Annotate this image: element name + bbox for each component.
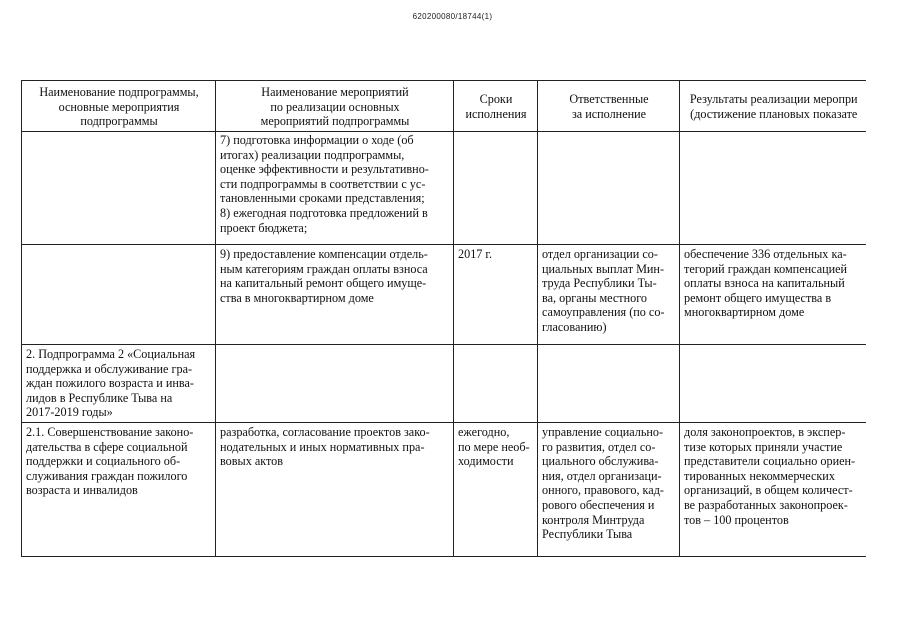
cell-line: самоуправления (по со- [542,305,665,320]
cell-terms [454,132,538,245]
cell-line: ждан пожилого возраста и инва- [26,376,194,391]
cell-line: возраста и инвалидов [26,483,138,498]
header-line: Результаты реализации меропри [689,92,858,107]
cell-line: го развития, отдел со- [542,439,656,454]
header-responsible [538,81,680,132]
cell-line: обеспечение 336 отдельных ка- [684,247,847,261]
cell-terms [454,345,538,423]
cell-results [680,345,867,423]
cell-measures [216,423,454,557]
cell-line: 7) подготовка информации о ходе (об [220,133,414,147]
cell-line: труда Республики Ты- [542,276,657,291]
cell-line: организаций, в общем количест- [684,483,853,498]
cell-line: проект бюджета; [220,220,308,235]
cell-responsible [538,423,680,557]
cell-line: 2017-2019 годы» [26,405,113,420]
cell-line: тизе которых приняли участие [684,439,843,454]
cell-line: лидов в Республике Тыва на [26,390,173,405]
header-row [22,81,867,132]
header-line: (достижение плановых показате [690,107,858,121]
header-measures [216,81,454,132]
cell-line: оплаты взноса на капитальный [684,276,845,291]
table-row [22,345,867,423]
cell-line: по мере необ- [458,439,530,454]
cell-line: 2.1. Совершенствование законо- [26,425,194,439]
cell-line: 2017 г. [458,247,493,261]
cell-results [680,132,867,245]
cell-line: ства в многоквартирном доме [220,290,374,305]
cell-line: ходимости [458,454,514,469]
cell-line: поддержки и социального об- [26,454,181,469]
cell-line: разработка, согласование проектов зако- [220,425,430,439]
cell-line: тегорий граждан компенсацией [684,261,848,276]
cell-line: контроля Минтруда [542,512,645,527]
cell-line: 2. Подпрограмма 2 «Социальная [26,347,196,361]
cell-line: ным категориям граждан оплаты взноса [220,261,428,276]
header-line: за исполнение [571,107,647,121]
cell-line: ния, отдел организаци- [542,468,662,483]
cell-line: служивания граждан пожилого [26,468,188,483]
header-line: подпрограммы [80,114,158,129]
cell-program [22,245,216,345]
cell-line: онного, правового, кад- [542,483,664,498]
cell-measures [216,132,454,245]
table-row [22,132,867,245]
document-number: 620200080/18744(1) [412,12,493,21]
cell-line: ве разработанных законопроек- [684,497,848,512]
cell-line: тов – 100 процентов [684,512,789,527]
cell-line: нодательных и иных нормативных пра- [220,439,425,454]
cell-line: отдел организации со- [542,247,658,261]
cell-line: гласованию) [542,319,607,334]
header-line: Наименование подпрограммы, [39,85,199,100]
header-terms [454,81,538,132]
header-line: основные мероприятия [58,99,180,114]
cell-line: ремонт общего имущества в [684,290,832,305]
cell-measures [216,245,454,345]
cell-responsible [538,245,680,345]
cell-terms [454,245,538,345]
cell-line: 8) ежегодная подготовка предложений в [220,205,428,220]
cell-line: вовых актов [220,454,284,469]
table-row [22,245,867,345]
cell-program [22,345,216,423]
header-line: Ответственные [569,92,649,107]
cell-line: 9) предоставление компенсации отдель- [220,247,428,261]
cell-line: итогах) реализации подпрограммы, [220,147,405,162]
cell-results [680,245,867,345]
cell-responsible [538,132,680,245]
header-line: Наименование мероприятий [261,85,409,100]
header-line: исполнения [465,107,527,121]
cell-line: на капитальный ремонт общего имуще- [220,276,427,291]
cell-line: Республики Тыва [542,527,633,542]
header-line: Сроки [479,92,513,107]
header-line: мероприятий подпрограммы [260,114,410,129]
cell-line: оценке эффективности и результативно- [220,162,429,177]
header-program [22,81,216,132]
cell-line: рового обеспечения и [542,497,655,512]
cell-line: циального обслужива- [542,454,659,469]
cell-line: ва, органы местного [542,290,648,305]
program-table [21,80,866,557]
header-results [680,81,867,132]
cell-line: доля законопроектов, в экспер- [684,425,846,439]
cell-line: многоквартирном доме [684,305,805,320]
cell-line: поддержка и обслуживание гра- [26,361,193,376]
cell-line: дательства в сфере социальной [26,439,188,454]
table-row [22,423,867,557]
cell-line: циальных выплат Мин- [542,261,665,276]
header-line: по реализации основных [270,99,400,114]
program-table-container [21,80,866,566]
cell-line: ежегодно, [458,425,510,439]
cell-line: тированных некоммерческих [684,468,835,483]
cell-line: управление социально- [542,425,664,439]
cell-line: тановленными сроками представления; [220,191,425,206]
cell-terms [454,423,538,557]
cell-measures [216,345,454,423]
cell-program [22,423,216,557]
cell-line: представители социально ориен- [684,454,856,469]
cell-program [22,132,216,245]
cell-responsible [538,345,680,423]
cell-results [680,423,867,557]
cell-line: сти подпрограммы в соответствии с ус- [220,176,426,191]
